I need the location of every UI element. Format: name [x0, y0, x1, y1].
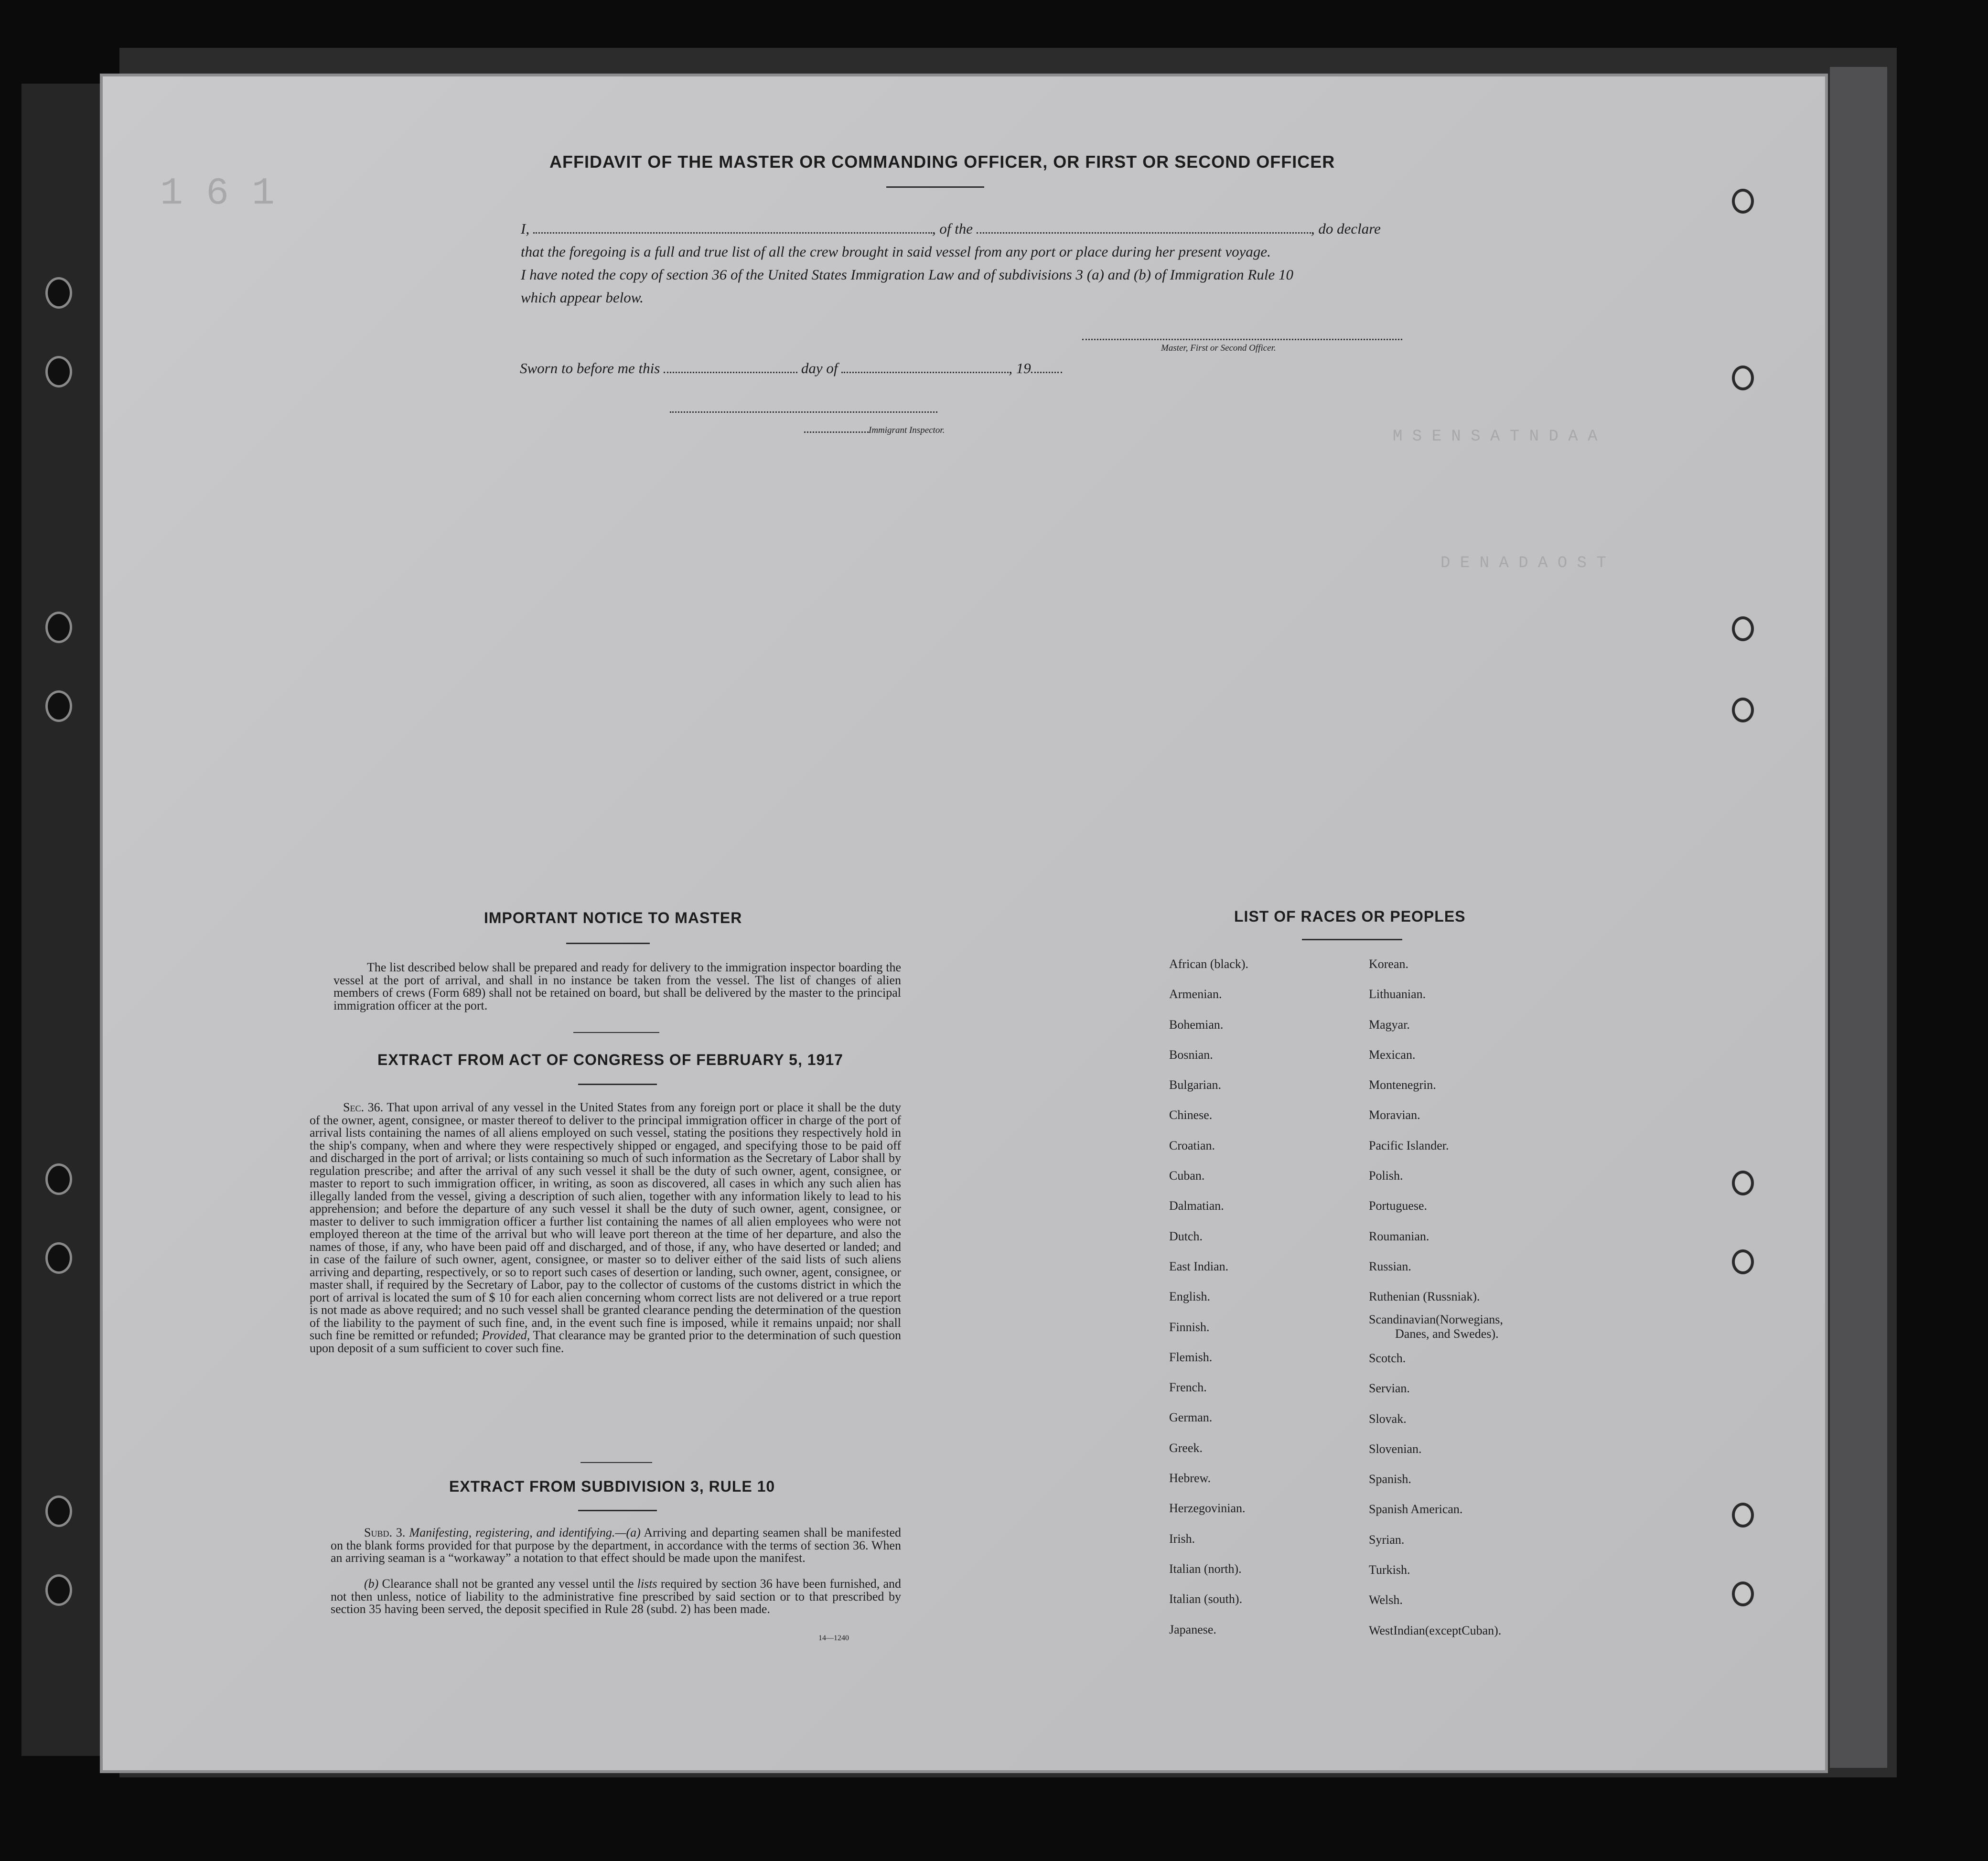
- master-caption: Master, First or Second Officer.: [1161, 343, 1276, 353]
- rule-b-lists: lists: [637, 1577, 657, 1591]
- race-item: Spanish.: [1369, 1472, 1411, 1486]
- race-item-scandinavian: [1369, 1312, 1503, 1341]
- notice-rule: [573, 1032, 659, 1033]
- race-item: Welsh.: [1369, 1593, 1403, 1607]
- ring-hole-icon: [1732, 616, 1754, 641]
- race-item: Finnish.: [1169, 1320, 1210, 1334]
- race-item: Polish.: [1369, 1169, 1403, 1183]
- race-item: East Indian.: [1169, 1259, 1229, 1273]
- year-label: , 19: [1009, 360, 1031, 377]
- race-item: Croatian.: [1169, 1138, 1215, 1152]
- act-title: EXTRACT FROM ACT OF CONGRESS OF FEBRUARY 5, 1917: [377, 1051, 843, 1068]
- act-body: [310, 1101, 901, 1355]
- scand-line2: Danes, and Swedes).: [1395, 1327, 1499, 1341]
- rule-b-text2: required by section 36 have been furnished, and not then unless, notice of liability to the administrative fine prescribed by said section or to that prescribed by section 35 having been served, the deposit specified in Rule 28 (subd. 2) has been made.: [331, 1577, 902, 1616]
- race-item: Italian (north).: [1169, 1561, 1242, 1576]
- ring-hole-icon: [1732, 366, 1754, 390]
- ring-hole-icon: [1732, 1171, 1754, 1195]
- notice-title: IMPORTANT NOTICE TO MASTER: [484, 909, 742, 926]
- rule-b-label: (b): [364, 1577, 379, 1591]
- race-item: Chinese.: [1169, 1108, 1213, 1122]
- race-item: Bulgarian.: [1169, 1078, 1222, 1092]
- inspector-signature-line[interactable]: [670, 411, 937, 413]
- bleed-through: D E N A D A O S T: [1440, 554, 1606, 572]
- affidavit-line3: I have noted the copy of section 36 of the United States Immigration Law and of subdivisions 3 (a) and (b) of Immigration Rule 10: [521, 266, 1293, 283]
- race-item: Italian (south).: [1169, 1592, 1243, 1606]
- races-right-column-a: [1369, 957, 1480, 1320]
- races-right-column-b: [1369, 1351, 1501, 1654]
- bleed-through: M S E N S A T N D A A: [1393, 428, 1598, 446]
- race-item: Bosnian.: [1169, 1047, 1213, 1062]
- sworn-label: Sworn to before me this: [520, 360, 660, 377]
- race-item: Korean.: [1369, 957, 1409, 971]
- notice-title-rule: [566, 943, 650, 944]
- race-item: Montenegrin.: [1369, 1078, 1436, 1092]
- sec-label: Sec. 36.: [343, 1100, 384, 1114]
- binder-hole-icon: [45, 690, 72, 722]
- inspector-dots: [804, 431, 869, 433]
- race-item: Slovak.: [1369, 1411, 1407, 1426]
- race-item: Spanish American.: [1369, 1502, 1463, 1517]
- race-item: Dalmatian.: [1169, 1199, 1224, 1213]
- inspector-caption-text: Immigrant Inspector.: [869, 425, 945, 435]
- race-item: Scotch.: [1369, 1351, 1406, 1365]
- races-title: LIST OF RACES OR PEOPLES: [1234, 908, 1466, 925]
- provided-label: Provided,: [482, 1328, 530, 1342]
- affidavit-of-the: , of the: [932, 220, 973, 237]
- race-item: Pacific Islander.: [1369, 1138, 1449, 1152]
- race-item: Syrian.: [1369, 1532, 1405, 1547]
- sworn-line: [520, 360, 1062, 377]
- race-item: Irish.: [1169, 1531, 1195, 1546]
- race-item: Armenian.: [1169, 987, 1222, 1001]
- sworn-day-blank[interactable]: [664, 371, 797, 373]
- race-item: Hebrew.: [1169, 1471, 1211, 1485]
- binder-hole-icon: [45, 1574, 72, 1606]
- rule-title-rule: [578, 1510, 657, 1511]
- race-item: French.: [1169, 1380, 1207, 1395]
- rule-body-b: [331, 1578, 901, 1616]
- binder-hole-icon: [45, 1242, 72, 1274]
- manifest-page: [103, 76, 1825, 1770]
- act-rule: [580, 1462, 652, 1463]
- act-title-rule: [578, 1084, 657, 1085]
- race-item: WestIndian(exceptCuban).: [1369, 1623, 1502, 1637]
- race-item: Cuban.: [1169, 1169, 1205, 1183]
- race-item: Herzegovinian.: [1169, 1501, 1246, 1516]
- binder-hole-icon: [45, 612, 72, 643]
- ring-hole-icon: [1732, 1581, 1754, 1606]
- rule-body-a: [331, 1527, 901, 1565]
- race-item: Roumanian.: [1369, 1229, 1429, 1243]
- scand-line1: Scandinavian(Norwegians,: [1369, 1312, 1503, 1326]
- master-signature-line[interactable]: [1082, 338, 1402, 340]
- affidavit-line4: which appear below.: [521, 289, 644, 306]
- races-left-column: [1169, 957, 1248, 1653]
- affidavit-title: AFFIDAVIT OF THE MASTER OR COMMANDING OFFICER, OR FIRST OR SECOND OFFICER: [549, 152, 1335, 172]
- race-item: Lithuanian.: [1369, 987, 1426, 1001]
- sworn-month-blank[interactable]: [841, 371, 1009, 373]
- sworn-year-blank[interactable]: [1031, 371, 1062, 373]
- form-number: 14—1240: [818, 1634, 849, 1642]
- rule-b-text1: Clearance shall not be granted any vessel until the: [382, 1577, 634, 1591]
- binder-hole-icon: [45, 1163, 72, 1195]
- affidavit-declare: , do declare: [1311, 220, 1381, 237]
- race-item: Servian.: [1369, 1381, 1410, 1396]
- rule-heading: Manifesting, registering, and identifying.—(a): [409, 1526, 641, 1539]
- race-item: Magyar.: [1369, 1017, 1410, 1032]
- ring-hole-icon: [1732, 698, 1754, 722]
- race-item: Turkish.: [1369, 1563, 1410, 1577]
- vessel-blank[interactable]: [977, 232, 1311, 234]
- name-blank[interactable]: [533, 232, 932, 234]
- back-sheet-edge: [1830, 67, 1887, 1768]
- race-item: Moravian.: [1369, 1108, 1420, 1122]
- race-item: Mexican.: [1369, 1047, 1416, 1062]
- rule-a-text: Arriving and departing seamen shall be manifested on the blank forms provided for that purpose by the department, in accordance with the terms of section 36. When an arriving seaman is a “workaway” a notation to that effect should be made upon the manifest.: [331, 1526, 902, 1565]
- act-tail: That clearance may be granted prior to the determination of such question upon deposit of a sum sufficient to cover such fine.: [310, 1328, 902, 1355]
- notice-body: The list described below shall be prepared and ready for delivery to the immigration inspector boarding the vessel at the port of arrival, and shall in no instance be taken from the vessel. The list of changes of alien members of crews (Form 689) shall not be retained on board, but shall be delivered by the master to the principal immigration officer at the port.: [333, 960, 901, 1012]
- race-item: English.: [1169, 1290, 1210, 1304]
- subd-label: Subd. 3.: [364, 1526, 406, 1539]
- ring-hole-icon: [1732, 1249, 1754, 1274]
- race-item: Slovenian.: [1369, 1441, 1422, 1456]
- rule-title: EXTRACT FROM SUBDIVISION 3, RULE 10: [449, 1478, 775, 1495]
- race-item: Dutch.: [1169, 1229, 1203, 1243]
- binder-hole-icon: [45, 277, 72, 309]
- race-item: Flemish.: [1169, 1350, 1213, 1364]
- race-item: Bohemian.: [1169, 1017, 1224, 1032]
- affidavit-i: I,: [521, 220, 530, 237]
- race-item: Greek.: [1169, 1441, 1203, 1455]
- affidavit-line2: that the foregoing is a full and true list of all the crew brought in said vessel from any port or place during her present voyage.: [521, 243, 1271, 260]
- race-item: German.: [1169, 1410, 1213, 1425]
- binder-hole-icon: [45, 356, 72, 387]
- inspector-caption: [804, 425, 945, 436]
- race-item: African (black).: [1169, 957, 1249, 971]
- ring-hole-icon: [1732, 189, 1754, 214]
- act-text: That upon arrival of any vessel in the United States from any foreign port or place it shall be the duty of the owner, agent, consignee, or master thereof to deliver to the principal immigration officer in charge of the port of arrival lists containing the names of all aliens employed on such vessel, stating the positions they respectively hold in the ship's company, when and where they were respectively shipped or engaged, and specifying those to be paid off and discharged in the port of arrival; or lists containing so much of such information as the Secretary of Labor shall by regulation prescribe; and after the arrival of any such vessel it shall be the duty of such owner, agent, consignee, or master to report to such immigration officer, in writing, as soon as discovered, all cases in which any such alien has illegally landed from the vessel, giving a description of such alien, together with any information likely to lead to his apprehension; and before the departure of any such vessel it shall be the duty of such owner, agent, consignee, or master to deliver to such immigration officer a further list containing the names of all alien employees who were not employed thereon at the time of the arrival but who will leave port thereon at the time of her departure, and also the names of those, if any, who have been paid off and discharged, and of those, if any, who have deserted or landed; and in case of the failure of such owner, agent, consignee, or master so to deliver either of the said lists of such aliens arriving and departing, respectively, or so to report such cases of desertion or landing, such owner, agent, consignee, or master shall, if required by the Secretary of Labor, pay to the collector of customs of the customs district in which the port of arrival is located the sum of $ 10 for each alien concerning whom correct lists are not delivered or a true report is not made as above required; and no such vessel shall be granted clearance pending the determination of the question of the liability to the payment of such fine, and, in the event such fine is imposed, while it remains unpaid; nor shall such fine be remitted or refunded;: [310, 1100, 901, 1342]
- bleed-through: 1 6 1: [160, 172, 275, 215]
- affidavit-title-rule: [886, 186, 984, 188]
- races-title-rule: [1302, 939, 1402, 940]
- day-of-label: day of: [801, 360, 838, 377]
- ring-hole-icon: [1732, 1503, 1754, 1528]
- affidavit-body: [521, 217, 1405, 309]
- race-item: Russian.: [1369, 1259, 1411, 1273]
- race-item: Portuguese.: [1369, 1199, 1428, 1213]
- race-item: Ruthenian (Russniak).: [1369, 1290, 1480, 1304]
- race-item: Japanese.: [1169, 1622, 1216, 1636]
- binder-hole-icon: [45, 1495, 72, 1527]
